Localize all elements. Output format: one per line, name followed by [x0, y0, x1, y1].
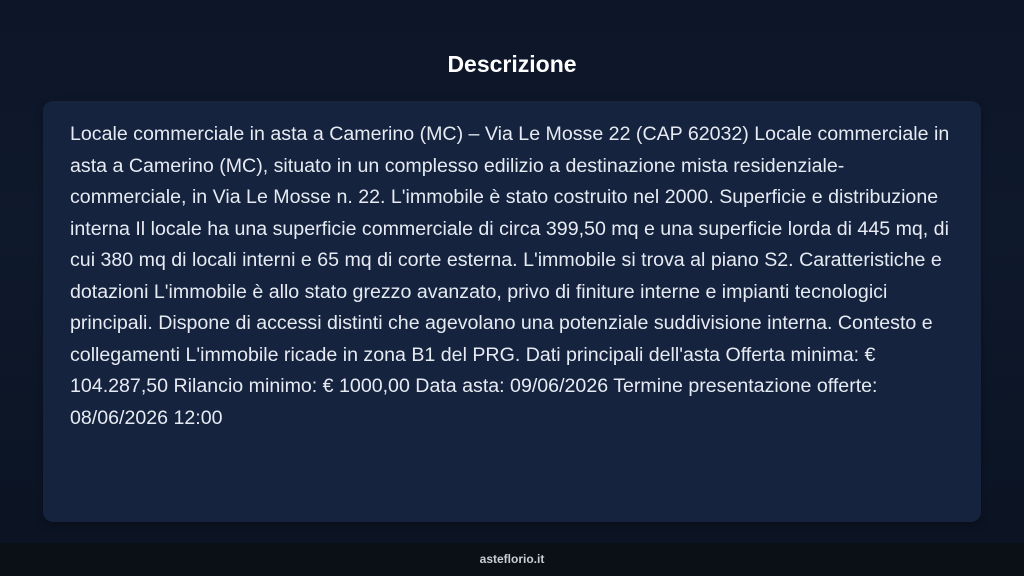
footer-site-link[interactable]: asteflorio.it	[479, 552, 545, 566]
description-text: Locale commerciale in asta a Camerino (MC) – Via Le Mosse 22 (CAP 62032) Locale commerciale in asta a Camerino (MC), situato in un complesso edilizio a destinazione mista residenziale-commerciale, in Via Le Mosse n. 22. L'immobile è stato costruito nel 2000. Superficie e distribuzione interna Il locale ha una superficie commerciale di circa 399,50 mq e una superficie lorda di 445 mq, di cui 380 mq di locali interni e 65 mq di corte esterna. L'immobile si trova al piano S2. Caratteristiche e dotazioni L'immobile è allo stato grezzo avanzato, privo di finiture interne e impianti tecnologici principali. Dispone di accessi distinti che agevolano una potenziale suddivisione interna. Contesto e collegamenti L'immobile ricade in zona B1 del PRG. Dati principali dell'asta Offerta minima: € 104.287,50 Rilancio minimo: € 1000,00 Data asta: 09/06/2026 Termine presentazione offerte: 08/06/2026 12:00	[70, 123, 950, 429]
footer	[0, 543, 1024, 576]
description-card	[43, 101, 981, 522]
page-title: Descrizione	[447, 51, 577, 77]
